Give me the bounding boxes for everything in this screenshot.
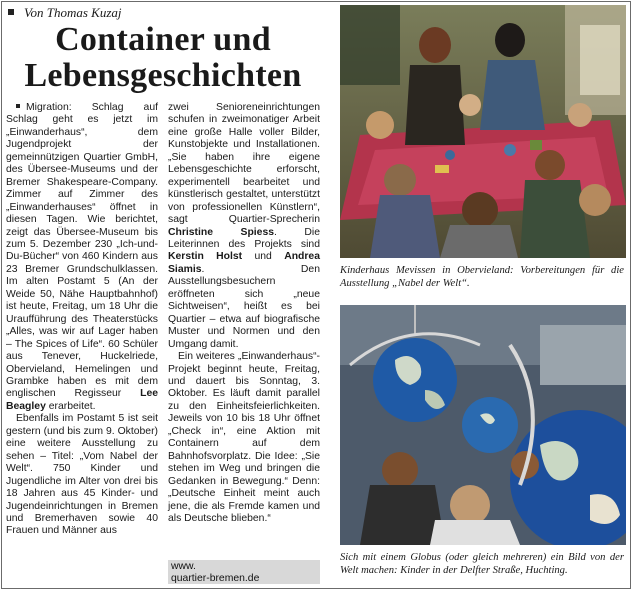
byline	[8, 5, 122, 21]
headline-line-2: Lebensgeschichten	[24, 57, 302, 94]
square-bullet-icon	[8, 9, 14, 15]
paragraph: Ebenfalls im Postamt 5 ist seit gestern (und bis zum 9. Oktober) eine weitere Ausstellung zu sehen – Titel: „Vom Nabel der Welt“. 750 Kinder und Jugendliche im Alter von drei bis 18 Jahren aus 45 Kinder- und Jugendeinrichtungen in Bremen und Bremerhaven sowie 40 Frauen und Männer aus	[6, 413, 158, 537]
web-link-box[interactable]	[168, 560, 320, 584]
photo-children-globes	[340, 305, 626, 545]
headline	[4, 22, 322, 94]
photo-children-crafting	[340, 5, 626, 258]
text-column-2	[168, 102, 320, 525]
web-link-prefix: www.	[171, 561, 196, 572]
bold-name: Christine Spiess	[168, 226, 275, 238]
headline-line-1: Container und	[55, 21, 271, 58]
photo-caption-1: Kinderhaus Mevissen in Obervieland: Vorbereitungen für die Ausstellung „Nabel der Welt“.	[340, 265, 624, 289]
paragraph: zwei Senioreneinrichtungen schufen in zweimonatiger Arbeit eine große Halle voller Bilder, Kunstobjekte und Installationen. „Sie haben ihre eigene Lebensgeschichte erforscht, experimentell bearbeitet und künstlerisch gestaltet, unterstützt von professionellen Künstlern“, sagt Quartier-Sprecherin Christine Spiess. Die Leiterinnen des Projekts sind Kerstin Holst und Andrea Siamis. Den Ausstellungsbesuchern eröffneten sich „neue Sichtweisen“, heißt es bei Quartier – etwa auf biografische Muster und Normen und den Umgang damit.	[168, 102, 320, 350]
bold-name: Kerstin Holst	[168, 251, 243, 263]
bold-name: Lee Beagley	[6, 388, 158, 412]
text-column-1	[6, 102, 158, 538]
bullet-icon	[16, 104, 20, 108]
bold-name: Andrea Siamis	[168, 251, 320, 275]
web-link-url: quartier-bremen.de	[171, 572, 260, 584]
paragraph: Migration: Schlag auf Schlag geht es jetzt im „Einwanderhaus“, dem Jugendprojekt der gemeinnützigen Quartier GmbH, des Übersee-Museums und der Bremer Shakespeare-Company. Zimmer auf Zimmer des „Einwanderhauses“ öffnet in diesen Tagen. Wie berichtet, zeigt das Übersee-Museum bis zum 5. Dezember 230 „Ich-und-Du-Bücher“ von 460 Kindern aus 23 Bremer Grundschulklassen. Im alten Postamt 5 (An der Weide 50, Nähe Hauptbahnhof) ist heute, Freitag, um 18 Uhr die Uraufführung des Theaterstücks „Alles, was wir auf Lager haben – The Spices of Life“. 60 Schüler aus Tenever, Huckelriede, Obervieland, Hemelingen und Grambke haben es mit dem englischen Regisseur Lee Beagley erarbeitet.	[6, 102, 158, 412]
byline-text: Von Thomas Kuzaj	[24, 5, 122, 20]
paragraph: Ein weiteres „Einwanderhaus“-Projekt beginnt heute, Freitag, und dauert bis Sonntag, 3. Oktober. Es läuft damit parallel zu den Einheitsfeierlichkeiten. Jeweils von 10 bis 18 Uhr öffnet „Check in“, eine Aktion mit Containern auf dem Bahnhofsvorplatz. Die Idee: „Sie stehen im Weg und bringen die Gedanken in Bewegung.“ Denn: „Deutsche Einheit meint auch jene, die als Fremde kamen und als Deutsche blieben.“	[168, 351, 320, 524]
photo-caption-2: Sich mit einem Globus (oder gleich mehreren) ein Bild von der Welt machen: Kinder in der Delfter Straße, Huchting.	[340, 552, 624, 576]
